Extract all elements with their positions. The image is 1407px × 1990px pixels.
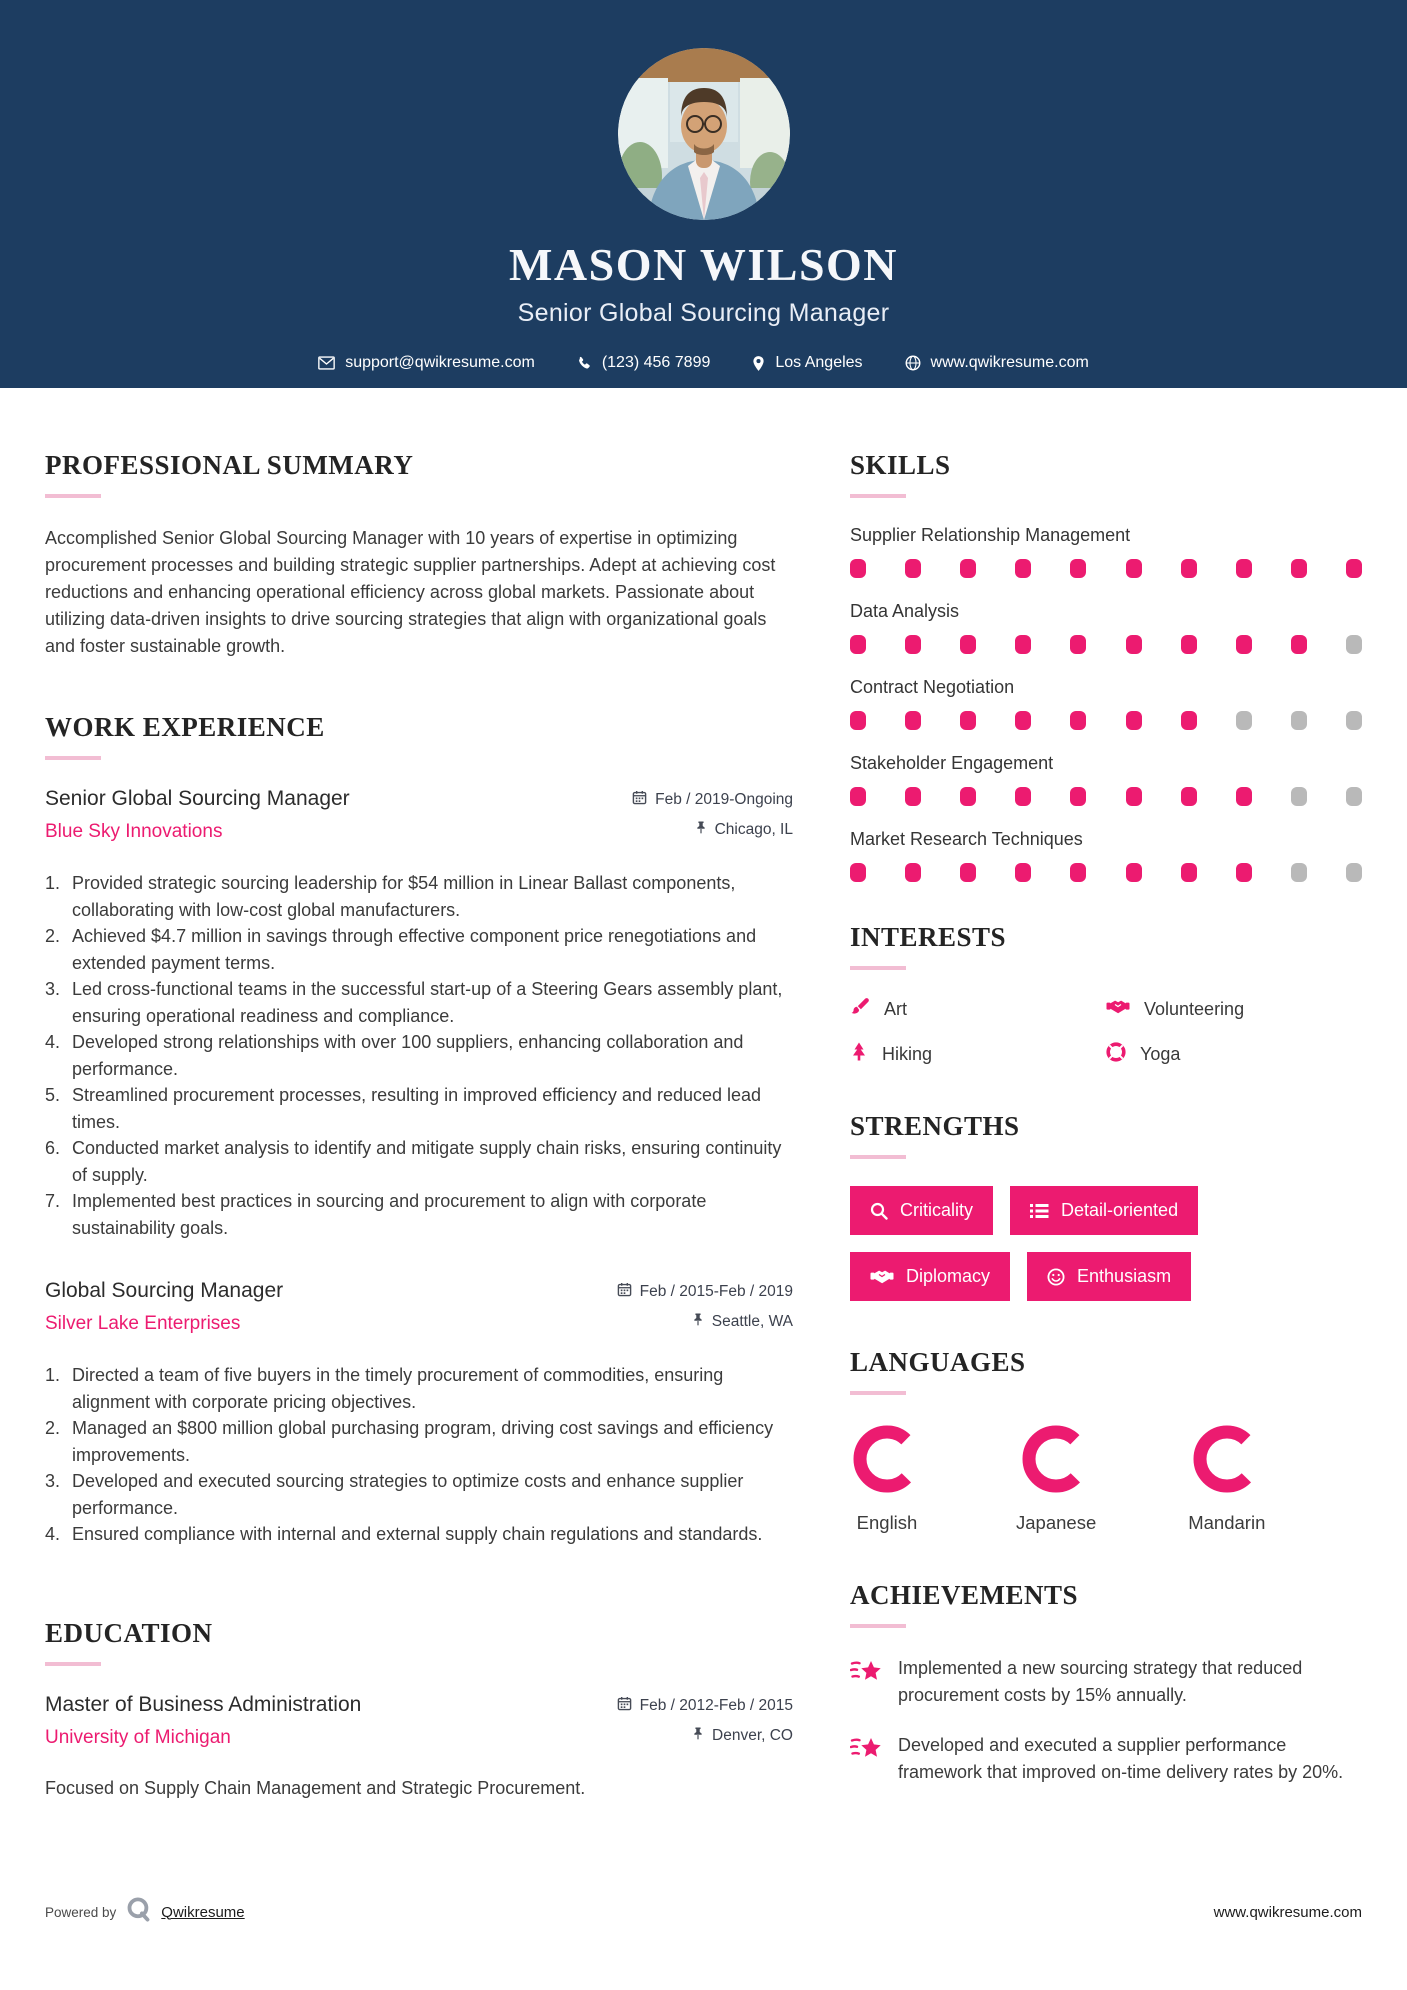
achievement-text: Implemented a new sourcing strategy that reduced procurement costs by 15% annually. — [898, 1658, 1303, 1705]
strength-badge — [1010, 1186, 1198, 1235]
section-heading: SKILLS — [850, 450, 951, 480]
footer-website-link[interactable]: www.qwikresume.com — [1213, 1903, 1362, 1921]
contact-phone-text: (123) 456 7899 — [601, 354, 711, 371]
skill-name: Market Research Techniques — [850, 829, 1083, 849]
skill-dot — [850, 863, 866, 882]
skill-row — [850, 525, 1362, 578]
degree-title: Master of Business Administration — [45, 1692, 362, 1716]
bullet-item: Streamlined procurement processes, resulting in improved efficiency and reduced lead times. — [72, 1085, 762, 1132]
language-label: Mandarin — [1188, 1512, 1266, 1533]
contact-email-text: support@qwikresume.com — [345, 354, 535, 371]
section-heading: PROFESSIONAL SUMMARY — [45, 450, 414, 480]
education-note: Focused on Supply Chain Management and Strategic Procurement. — [45, 1777, 586, 1798]
shooting-star-icon — [850, 1655, 882, 1708]
section-interests — [850, 922, 1362, 1067]
strength-badge — [850, 1252, 1010, 1301]
skill-name: Contract Negotiation — [850, 677, 1015, 697]
skill-dot — [1181, 635, 1197, 654]
strength-label: Detail-oriented — [1061, 1200, 1179, 1220]
bullet-item: Ensured compliance with internal and external supply chain regulations and standards. — [72, 1524, 763, 1544]
calendar-icon — [632, 790, 647, 810]
skill-dot — [1181, 787, 1197, 806]
skill-dot — [905, 711, 921, 730]
job-title: Global Sourcing Manager — [45, 1279, 284, 1302]
skill-dot — [1181, 711, 1197, 730]
job-dates — [617, 1282, 793, 1302]
heading-rule — [850, 1624, 906, 1628]
skill-dot — [960, 711, 976, 730]
achievement-item — [850, 1732, 1362, 1785]
skill-rating — [850, 559, 1362, 578]
section-work-experience — [45, 712, 793, 1548]
skill-row — [850, 601, 1362, 654]
interest-label: Hiking — [882, 1044, 933, 1064]
job-dates — [632, 790, 793, 810]
qwikresume-logo — [125, 1896, 152, 1928]
bullet-item: Implemented best practices in sourcing and procurement to align with corporate sustainability goals. — [72, 1191, 707, 1238]
interest-item — [1106, 1042, 1362, 1067]
calendar-icon — [617, 1282, 632, 1302]
skill-dot — [1070, 559, 1086, 578]
bullet-item: Managed an $800 million global purchasing program, driving cost savings and efficiency improvements. — [72, 1418, 774, 1465]
heading-rule — [850, 1391, 906, 1395]
strength-label: Enthusiasm — [1077, 1266, 1172, 1286]
left-column — [45, 450, 793, 1851]
skill-dot — [1015, 635, 1031, 654]
map-pin-icon — [752, 355, 765, 372]
skill-dot — [850, 559, 866, 578]
section-languages — [850, 1347, 1362, 1534]
skill-dot — [905, 635, 921, 654]
bullet-item: Directed a team of five buyers in the timely procurement of commodities, ensuring alignment with corporate pricing objectives. — [72, 1365, 724, 1412]
skill-dot — [850, 711, 866, 730]
skill-dot — [1126, 787, 1142, 806]
skill-dot — [1346, 863, 1362, 882]
skill-dot — [905, 863, 921, 882]
skill-dot — [905, 559, 921, 578]
strength-badge — [1027, 1252, 1191, 1301]
job-entry — [45, 1279, 793, 1548]
bullet-item: Developed and executed sourcing strategies to optimize costs and enhance supplier performance. — [72, 1471, 744, 1518]
education-location-text: Denver, CO — [712, 1726, 793, 1744]
section-education — [45, 1618, 793, 1799]
skill-dot — [1236, 559, 1252, 578]
skill-dot — [1070, 863, 1086, 882]
strength-badge — [850, 1186, 993, 1235]
skill-dot — [905, 787, 921, 806]
skill-dot — [1236, 711, 1252, 730]
header — [0, 0, 1407, 388]
interest-item — [850, 997, 1106, 1022]
skill-dot — [1070, 635, 1086, 654]
interest-label: Art — [884, 999, 908, 1019]
skill-dot — [1126, 635, 1142, 654]
skill-dot — [960, 559, 976, 578]
skill-dot — [1291, 711, 1307, 730]
section-heading: INTERESTS — [850, 922, 1007, 952]
smiley-icon — [1047, 1268, 1065, 1286]
heading-rule — [850, 966, 906, 970]
skill-row — [850, 829, 1362, 882]
summary-text: Accomplished Senior Global Sourcing Manager with 10 years of expertise in optimizing procurement processes and building strategic supplier partnerships. Adept at achieving cost reductions and enhancing operational efficiency across global markets. Passionate about utilizing data-driven insights to drive sourcing strategies that align with organizational goals and foster sustainable growth. — [45, 528, 776, 656]
handshake-icon — [870, 1269, 894, 1285]
job-dates-text: Feb / 2015-Feb / 2019 — [639, 1283, 793, 1300]
language-label: English — [856, 1512, 918, 1533]
language-ring — [1190, 1422, 1264, 1496]
job-title: Senior Global Sourcing Manager — [45, 787, 350, 810]
skill-dot — [1126, 559, 1142, 578]
pushpin-icon — [692, 1726, 704, 1746]
section-achievements — [850, 1580, 1362, 1785]
bullet-item: Achieved $4.7 million in savings through effective component price renegotiations and extended payment terms. — [72, 926, 757, 973]
skill-rating — [850, 787, 1362, 806]
bullet-item: Led cross-functional teams in the successful start-up of a Steering Gears assembly plant, ensuring operational readiness and compliance. — [72, 979, 783, 1026]
section-heading: ACHIEVEMENTS — [850, 1580, 1079, 1610]
list-icon — [1030, 1203, 1049, 1219]
skill-name: Supplier Relationship Management — [850, 525, 1131, 545]
skill-dot — [1346, 711, 1362, 730]
skill-dot — [1181, 559, 1197, 578]
skill-dot — [1015, 863, 1031, 882]
achievement-text: Developed and executed a supplier performance framework that improved on-time delivery rates by 20%. — [898, 1735, 1344, 1782]
heading-rule — [850, 494, 906, 498]
section-heading: LANGUAGES — [850, 1347, 1026, 1377]
candidate-title: Senior Global Sourcing Manager — [517, 299, 890, 327]
section-heading: STRENGTHS — [850, 1111, 1020, 1141]
skill-dot — [1291, 559, 1307, 578]
skill-name: Stakeholder Engagement — [850, 753, 1054, 773]
section-professional-summary — [45, 450, 793, 660]
skill-dot — [960, 787, 976, 806]
skill-dot — [1015, 711, 1031, 730]
section-heading: WORK EXPERIENCE — [45, 712, 325, 742]
bullet-item: Conducted market analysis to identify and mitigate supply chain risks, ensuring continuity of supply. — [72, 1138, 782, 1185]
envelope-icon — [318, 356, 335, 370]
language-ring — [1019, 1422, 1093, 1496]
main-content — [0, 388, 1407, 1851]
candidate-name: MASON WILSON — [508, 239, 899, 290]
powered-by-label: Powered by — [45, 1904, 117, 1920]
skill-dot — [850, 635, 866, 654]
qwikresume-link[interactable]: Qwikresume — [161, 1903, 245, 1921]
contact-location — [752, 354, 862, 372]
interest-item — [1106, 997, 1362, 1022]
job-company: Silver Lake Enterprises — [45, 1313, 241, 1334]
language-item — [1188, 1422, 1265, 1534]
skill-dot — [1291, 787, 1307, 806]
section-strengths — [850, 1111, 1362, 1301]
heading-rule — [850, 1155, 906, 1159]
job-entry — [45, 787, 793, 1241]
bullet-item: Developed strong relationships with over 100 suppliers, enhancing collaboration and performance. — [72, 1032, 744, 1079]
contact-location-text: Los Angeles — [775, 354, 863, 371]
job-location-text: Chicago, IL — [714, 821, 793, 838]
interest-label: Yoga — [1140, 1044, 1181, 1064]
skill-dot — [1181, 863, 1197, 882]
skill-dot — [960, 635, 976, 654]
skill-dot — [1126, 711, 1142, 730]
skill-dot — [1236, 863, 1252, 882]
skill-row — [850, 753, 1362, 806]
job-location-text: Seattle, WA — [711, 1313, 793, 1330]
skill-dot — [1015, 787, 1031, 806]
job-company: Blue Sky Innovations — [45, 821, 223, 842]
heading-rule — [45, 756, 101, 760]
skill-dot — [960, 863, 976, 882]
language-label: Japanese — [1016, 1512, 1097, 1533]
contact-row — [318, 354, 1089, 372]
skill-rating — [850, 635, 1362, 654]
skill-dot — [1070, 787, 1086, 806]
language-item — [1016, 1422, 1096, 1534]
job-location — [632, 820, 793, 840]
language-item — [850, 1422, 924, 1534]
skill-dot — [1070, 711, 1086, 730]
skill-dot — [1346, 635, 1362, 654]
skill-name: Data Analysis — [850, 601, 960, 621]
education-dates-text: Feb / 2012-Feb / 2015 — [639, 1696, 793, 1714]
phone-icon — [577, 356, 592, 371]
strength-label: Diplomacy — [906, 1266, 991, 1286]
job-location — [617, 1312, 793, 1332]
heading-rule — [45, 1662, 101, 1666]
contact-phone[interactable] — [577, 354, 711, 372]
profile-photo-illustration — [618, 48, 790, 220]
right-column — [850, 450, 1362, 1851]
interest-item — [850, 1042, 1106, 1067]
pine-tree-icon — [850, 1042, 868, 1067]
education-location — [617, 1726, 793, 1746]
heading-rule — [45, 494, 101, 498]
skill-row — [850, 677, 1362, 730]
skill-dot — [1236, 787, 1252, 806]
lifebuoy-icon — [1106, 1042, 1126, 1067]
paintbrush-icon — [850, 997, 870, 1022]
interest-label: Volunteering — [1144, 999, 1245, 1019]
footer — [45, 1896, 1362, 1928]
handshake-icon — [1106, 999, 1130, 1020]
skill-rating — [850, 863, 1362, 882]
section-skills — [850, 450, 1362, 882]
contact-website-text: www.qwikresume.com — [930, 354, 1089, 371]
shooting-star-icon — [850, 1732, 882, 1785]
globe-icon — [905, 355, 921, 371]
calendar-icon — [617, 1696, 632, 1716]
education-dates — [617, 1696, 793, 1716]
job-bullets — [45, 870, 793, 1241]
pushpin-icon — [695, 820, 707, 840]
pushpin-icon — [692, 1312, 704, 1332]
skill-dot — [1236, 635, 1252, 654]
skill-dot — [1346, 787, 1362, 806]
school-name: University of Michigan — [45, 1726, 231, 1748]
achievement-item — [850, 1655, 1362, 1708]
profile-photo — [618, 48, 790, 220]
section-heading: EDUCATION — [45, 1617, 213, 1648]
skill-dot — [1015, 559, 1031, 578]
skill-dot — [850, 787, 866, 806]
skill-dot — [1291, 863, 1307, 882]
skill-dot — [1291, 635, 1307, 654]
strength-label: Criticality — [900, 1200, 974, 1220]
job-dates-text: Feb / 2019-Ongoing — [655, 791, 793, 808]
skill-rating — [850, 711, 1362, 730]
job-bullets — [45, 1362, 793, 1548]
skill-dot — [1126, 863, 1142, 882]
bullet-item: Provided strategic sourcing leadership for $54 million in Linear Ballast components, collaborating with low-cost global manufacturers. — [72, 873, 736, 920]
contact-email[interactable] — [318, 354, 535, 372]
language-ring — [850, 1422, 924, 1496]
contact-website[interactable] — [905, 354, 1089, 372]
magnifier-icon — [870, 1202, 888, 1220]
skill-dot — [1346, 559, 1362, 578]
